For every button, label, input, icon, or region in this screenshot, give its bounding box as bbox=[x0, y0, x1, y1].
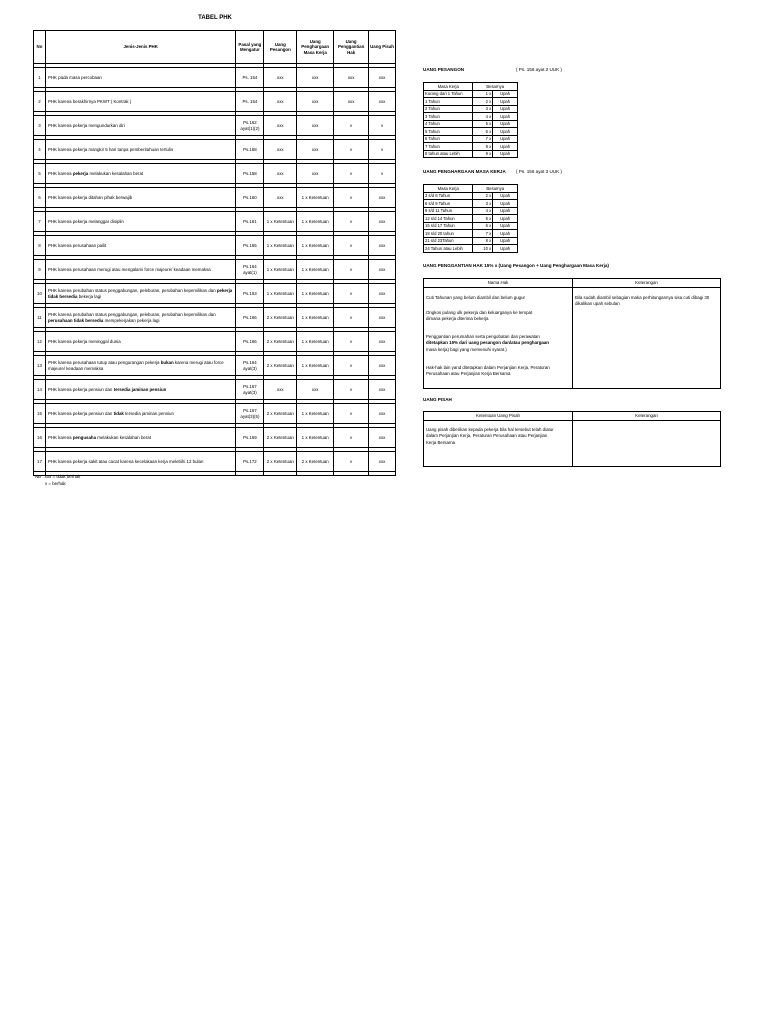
table-row bbox=[34, 380, 396, 400]
row-penghargaan: xxx bbox=[297, 92, 334, 112]
penggantian-box bbox=[423, 278, 721, 389]
row-jenis: PHK karena pekerja pensiun dan tersedia jaminan pensiun bbox=[45, 380, 236, 400]
hak-item: Hak-hak lain yand ditetapkan dalam Perjanjian Kerja, Peraturan Perusahaan atau Perjanjian Kerja Bersama bbox=[426, 365, 550, 377]
hak-item: Ongkos pulang ulk pekerja dan keluarganya ke tempat dimana pekerja diterima bekerja bbox=[426, 310, 533, 322]
page-title: TABEL PHK bbox=[198, 15, 232, 21]
row-pasal: Ps.169 bbox=[236, 428, 264, 448]
upah-cell: Upah bbox=[493, 135, 518, 143]
table-row bbox=[34, 236, 396, 256]
row-pesangon: 2 x Ketentuan bbox=[264, 452, 297, 472]
row-pisah: xxx bbox=[369, 308, 396, 328]
pesangon-title: UANG PESANGON bbox=[423, 67, 465, 72]
table-row bbox=[34, 260, 396, 280]
list-item bbox=[424, 128, 518, 136]
masa-cell: 7 Tahun bbox=[424, 143, 473, 151]
hak-item: Penggantian perumahan serta pengobatan dan perawatan ditetapkan 15% dari uang pesangon dan/atau penghargaan masa kerja) bagi yang memenuhi syarat.) bbox=[426, 334, 549, 352]
row-penghargaan: xxx bbox=[297, 68, 334, 88]
row-no: 9 bbox=[34, 260, 46, 280]
multiplier-cell: 9 x bbox=[473, 150, 493, 158]
row-penghargaan: 1 x Ketentuan bbox=[297, 260, 334, 280]
row-pesangon: xxx bbox=[264, 188, 297, 208]
table-row bbox=[34, 356, 396, 376]
note-line: v = berhak bbox=[45, 480, 66, 486]
row-penghargaan: 1 x Ketentuan bbox=[297, 356, 334, 376]
row-penggantian: v bbox=[334, 308, 369, 328]
row-jenis: PHK karena pengusaha melakukan kesalahan berat bbox=[45, 428, 236, 448]
row-pesangon: 2 x Ketentuan bbox=[264, 332, 297, 352]
masa-cell: 18 s/d 20 tahun bbox=[424, 230, 473, 238]
upah-cell: Upah bbox=[493, 237, 518, 245]
row-penghargaan: 1 x Ketentuan bbox=[297, 188, 334, 208]
row-penghargaan: 1 x Ketentuan bbox=[297, 308, 334, 328]
row-jenis: PHK pada masa percobaan bbox=[45, 68, 236, 88]
row-penggantian: xxx bbox=[334, 68, 369, 88]
upah-cell: Upah bbox=[493, 150, 518, 158]
list-item bbox=[424, 200, 518, 208]
table-row bbox=[34, 428, 396, 448]
list-item bbox=[424, 90, 518, 98]
row-pisah: v bbox=[369, 164, 396, 184]
row-pisah: v bbox=[369, 140, 396, 160]
row-no: 6 bbox=[34, 188, 46, 208]
row-pisah: xxx bbox=[369, 380, 396, 400]
row-no: 2 bbox=[34, 92, 46, 112]
table-row bbox=[34, 332, 396, 352]
row-no: 13 bbox=[34, 356, 46, 376]
row-pisah: xxx bbox=[369, 428, 396, 448]
table-row bbox=[34, 140, 396, 160]
row-penggantian: v bbox=[334, 404, 369, 424]
row-pesangon: 1 x Ketentuan bbox=[264, 260, 297, 280]
row-pisah: xxx bbox=[369, 332, 396, 352]
list-item bbox=[424, 222, 518, 230]
multiplier-cell: 8 x bbox=[473, 143, 493, 151]
row-pesangon: xxx bbox=[264, 140, 297, 160]
multiplier-cell: 6 x bbox=[473, 222, 493, 230]
table-row bbox=[34, 404, 396, 424]
pisah-col-ket: Keterangan bbox=[635, 413, 658, 418]
upah-cell: Upah bbox=[493, 207, 518, 215]
row-jenis: PHK karena pekerja pensiun dan tidak tersedia jaminan pensiun bbox=[45, 404, 236, 424]
row-pisah: xxx bbox=[369, 236, 396, 256]
masa-cell: 6 s/d 9 Tahun bbox=[424, 200, 473, 208]
upah-cell: Upah bbox=[493, 215, 518, 223]
row-no: 4 bbox=[34, 140, 46, 160]
row-penghargaan: 1 x Ketentuan bbox=[297, 284, 334, 304]
row-penghargaan: xxx bbox=[297, 164, 334, 184]
row-no: 17 bbox=[34, 452, 46, 472]
masa-cell: 21 s/d 23Tahun bbox=[424, 237, 473, 245]
header-penghargaan: Uang Penghargaan Masa Kerja bbox=[297, 31, 334, 64]
row-penghargaan: xxx bbox=[297, 140, 334, 160]
row-pasal: Ps.166 bbox=[236, 308, 264, 328]
masa-cell: 3 s/d 6 Tahun bbox=[424, 192, 473, 200]
masa-cell: Kurang dari 1 Tahun bbox=[424, 90, 473, 98]
upah-cell: Upah bbox=[493, 200, 518, 208]
table-row bbox=[34, 68, 396, 88]
penggantian-col-ket: Keterangan bbox=[635, 280, 658, 285]
masa-cell: 2 Tahun bbox=[424, 105, 473, 113]
upah-cell: Upah bbox=[493, 245, 518, 253]
row-no: 10 bbox=[34, 284, 46, 304]
row-pisah: xxx bbox=[369, 68, 396, 88]
upah-cell: Upah bbox=[493, 222, 518, 230]
table-row bbox=[34, 308, 396, 328]
row-jenis: PHK karena perusahaan tutup atau pengurangan pekerja bukan karena merugi atau force majeure/ keadaan memaksa bbox=[45, 356, 236, 376]
penggantian-title: UANG PENGGANTIAN HAK 15% x (Uang Pesangon + Uang Penghargaan Masa Kerja) bbox=[423, 263, 609, 268]
row-pasal: Ps.168 bbox=[236, 140, 264, 160]
row-penggantian: v bbox=[334, 116, 369, 136]
table-header-row bbox=[34, 31, 396, 64]
row-penggantian: v bbox=[334, 452, 369, 472]
row-jenis: PHK karena pekerja sakit atau cacat karena kecelakaan kerja melebihi 12 bulan bbox=[45, 452, 236, 472]
list-item bbox=[424, 150, 518, 158]
upah-cell: Upah bbox=[493, 128, 518, 136]
row-pesangon: 2 x Ketentuan bbox=[264, 404, 297, 424]
row-pasal: Ps. 154 bbox=[236, 92, 264, 112]
pesangon-col-masa: Masa Kerja bbox=[424, 83, 473, 91]
table-row bbox=[34, 188, 396, 208]
penggantian-col-nama: Nama Hak bbox=[487, 280, 509, 285]
row-pesangon: 1 x Ketentuan bbox=[264, 236, 297, 256]
multiplier-cell: 4 x bbox=[473, 207, 493, 215]
penghargaan-col-masa: Masa Kerja bbox=[424, 185, 473, 193]
row-pasal: Ps.164 ayat(3) bbox=[236, 356, 264, 376]
row-jenis: PHK karena perusahaan merugi atau mengalami force majeure/ keadaan memaksa bbox=[45, 260, 236, 280]
row-pasal: Ps.161 bbox=[236, 212, 264, 232]
masa-cell: 4 Tahun bbox=[424, 120, 473, 128]
masa-cell: 24 Tahun atau Lebih bbox=[424, 245, 473, 253]
masa-cell: 3 Tahun bbox=[424, 113, 473, 121]
row-penggantian: v bbox=[334, 332, 369, 352]
row-penghargaan: 1 x Ketentuan bbox=[297, 332, 334, 352]
upah-cell: Upah bbox=[493, 98, 518, 106]
table-row bbox=[34, 164, 396, 184]
list-item bbox=[424, 245, 518, 253]
row-pesangon: 1 x Ketentuan bbox=[264, 212, 297, 232]
pisah-text: Uang pisah diberikan kepada pekerja bila hal tersebut telah diatur dalam Perjanjian Kerja, Peraturan Perusahaan atau Perjanjian Kerja Bersama bbox=[426, 427, 554, 445]
row-pisah: xxx bbox=[369, 188, 396, 208]
multiplier-cell: 8 x bbox=[473, 237, 493, 245]
row-pasal: Ps.167 ayat(3) bbox=[236, 380, 264, 400]
row-pasal: Ps. 154 bbox=[236, 68, 264, 88]
row-pisah: xxx bbox=[369, 212, 396, 232]
row-pasal: Ps.160 bbox=[236, 188, 264, 208]
list-item bbox=[424, 120, 518, 128]
table-row bbox=[34, 284, 396, 304]
row-penghargaan: 1 x Ketentuan bbox=[297, 428, 334, 448]
row-penggantian: xxx bbox=[334, 92, 369, 112]
row-pesangon: xxx bbox=[264, 164, 297, 184]
row-no: 12 bbox=[34, 332, 46, 352]
upah-cell: Upah bbox=[493, 192, 518, 200]
upah-cell: Upah bbox=[493, 120, 518, 128]
header-pisah: Uang Pisah bbox=[369, 31, 396, 64]
phk-table bbox=[33, 30, 396, 476]
row-jenis: PHK karena pekerja melanggar disiplin bbox=[45, 212, 236, 232]
list-item bbox=[424, 143, 518, 151]
multiplier-cell: 10 x bbox=[473, 245, 493, 253]
upah-cell: Upah bbox=[493, 143, 518, 151]
header-no: No bbox=[34, 31, 46, 64]
row-pisah: xxx bbox=[369, 404, 396, 424]
table-row bbox=[34, 92, 396, 112]
list-item bbox=[424, 105, 518, 113]
row-penghargaan: 1 x Ketentuan bbox=[297, 212, 334, 232]
multiplier-cell: 5 x bbox=[473, 215, 493, 223]
row-pesangon: 2 x Ketentuan bbox=[264, 356, 297, 376]
row-pasal: Ps.166 bbox=[236, 332, 264, 352]
header-penggantian: Uang Penggantian Hak bbox=[334, 31, 369, 64]
penghargaan-table bbox=[423, 184, 518, 253]
row-penggantian: v bbox=[334, 212, 369, 232]
pesangon-ref: ( Ps. 156 ayat 2 UUK ) bbox=[516, 67, 562, 72]
row-pasal: Ps.164 ayat(1) bbox=[236, 260, 264, 280]
multiplier-cell: 2 x bbox=[473, 192, 493, 200]
row-no: 16 bbox=[34, 428, 46, 448]
penghargaan-ref: ( Ps. 156 ayat 3 UUK ) bbox=[516, 169, 562, 174]
row-no: 8 bbox=[34, 236, 46, 256]
list-item bbox=[424, 215, 518, 223]
multiplier-cell: 7 x bbox=[473, 230, 493, 238]
multiplier-cell: 7 x bbox=[473, 135, 493, 143]
row-jenis: PHK karena perubahan status penggabungan, peleburan, perubahan kepemilikan dan perusahaan tidak bersedia mempekerjakan pekerja lagi bbox=[45, 308, 236, 328]
pisah-title: UANG PISAH bbox=[423, 397, 452, 402]
row-jenis: PHK karena pekerja mangkir 5 hari tanpa pemberitahuan tertulis bbox=[45, 140, 236, 160]
row-pesangon: xxx bbox=[264, 92, 297, 112]
multiplier-cell: 5 x bbox=[473, 120, 493, 128]
row-pisah: xxx bbox=[369, 260, 396, 280]
table-row bbox=[34, 212, 396, 232]
row-no: 11 bbox=[34, 308, 46, 328]
pisah-box bbox=[423, 411, 721, 467]
row-jenis: PHK karena perusahaan pailit bbox=[45, 236, 236, 256]
row-pasal: Ps.163 bbox=[236, 284, 264, 304]
row-penghargaan: xxx bbox=[297, 380, 334, 400]
hak-item: Cuti Tahunan yang belum diambil dan belum gugur bbox=[426, 295, 526, 300]
penghargaan-col-besar: Besarnya bbox=[473, 185, 518, 193]
multiplier-cell: 2 x bbox=[473, 98, 493, 106]
row-pasal: Ps.158 bbox=[236, 164, 264, 184]
row-pesangon: xxx bbox=[264, 68, 297, 88]
row-pesangon: 2 x Ketentuan bbox=[264, 308, 297, 328]
row-penggantian: v bbox=[334, 284, 369, 304]
list-item bbox=[424, 230, 518, 238]
masa-cell: 12 s/d 14 Tahun bbox=[424, 215, 473, 223]
penggantian-keterangan: Bila sudah diambil sebagian maka perhitungannya sisa cuti dibagi 30 dikalikan upah sebulan bbox=[575, 295, 710, 307]
pesangon-col-besar: Besarnya bbox=[473, 83, 518, 91]
table-row bbox=[34, 116, 396, 136]
multiplier-cell: 6 x bbox=[473, 128, 493, 136]
row-no: 14 bbox=[34, 380, 46, 400]
masa-cell: 5 Tahun bbox=[424, 128, 473, 136]
pisah-col-ketentuan: Ketentuan Uang Pisah bbox=[476, 413, 520, 418]
multiplier-cell: 3 x bbox=[473, 105, 493, 113]
row-pasal: Ps.172 bbox=[236, 452, 264, 472]
row-no: 3 bbox=[34, 116, 46, 136]
penghargaan-title: UANG PENGHARGAAN MASA KERJA bbox=[423, 169, 506, 174]
row-jenis: PHK karena berakhirnya PKWT ( Kontrak ) bbox=[45, 92, 236, 112]
masa-cell: 8 tahun atau Lebih bbox=[424, 150, 473, 158]
upah-cell: Upah bbox=[493, 113, 518, 121]
upah-cell: Upah bbox=[493, 90, 518, 98]
list-item bbox=[424, 192, 518, 200]
row-penggantian: v bbox=[334, 140, 369, 160]
masa-cell: 9 s/d 11 Tahun bbox=[424, 207, 473, 215]
list-item bbox=[424, 98, 518, 106]
notes bbox=[35, 474, 80, 487]
multiplier-cell: 4 x bbox=[473, 113, 493, 121]
header-pesangon: Uang Pesangon bbox=[264, 31, 297, 64]
row-jenis: PHK karena pekerja ditahan pihak berwajib bbox=[45, 188, 236, 208]
list-item bbox=[424, 207, 518, 215]
row-pisah: xxx bbox=[369, 452, 396, 472]
upah-cell: Upah bbox=[493, 230, 518, 238]
row-penggantian: v bbox=[334, 380, 369, 400]
header-pasal: Pasal yang Mengatur bbox=[236, 31, 264, 64]
row-pesangon: 2 x Ketentuan bbox=[264, 428, 297, 448]
list-item bbox=[424, 113, 518, 121]
row-penggantian: v bbox=[334, 236, 369, 256]
pesangon-table bbox=[423, 82, 518, 158]
masa-cell: 15 s/d 17 Tahun bbox=[424, 222, 473, 230]
row-pisah: xxx bbox=[369, 92, 396, 112]
row-pesangon: 1 x Ketentuan bbox=[264, 284, 297, 304]
row-penggantian: v bbox=[334, 428, 369, 448]
row-no: 5 bbox=[34, 164, 46, 184]
row-no: 7 bbox=[34, 212, 46, 232]
list-item bbox=[424, 237, 518, 245]
row-penghargaan: 1 x Ketentuan bbox=[297, 236, 334, 256]
row-pisah: v bbox=[369, 116, 396, 136]
row-penghargaan: xxx bbox=[297, 116, 334, 136]
row-pisah: xxx bbox=[369, 284, 396, 304]
header-jenis: Jenis-Jenis PHK bbox=[45, 31, 236, 64]
row-penggantian: v bbox=[334, 260, 369, 280]
table-row bbox=[34, 452, 396, 472]
row-penggantian: v bbox=[334, 164, 369, 184]
masa-cell: 6 Tahun bbox=[424, 135, 473, 143]
row-pisah: xxx bbox=[369, 356, 396, 376]
row-penggantian: v bbox=[334, 188, 369, 208]
row-jenis: PHK karena pekerja mengundurkan diri bbox=[45, 116, 236, 136]
masa-cell: 1 Tahun bbox=[424, 98, 473, 106]
row-pasal: Ps.165 bbox=[236, 236, 264, 256]
note-line: NB : xxx = tidak berhak bbox=[35, 474, 81, 479]
row-jenis: PHK karena perubahan status penggabungan, peleburan, perubahan kepemilikan dan pekerja tidak bersedia bekerja lagi bbox=[45, 284, 236, 304]
row-penghargaan: 2 x Ketentuan bbox=[297, 452, 334, 472]
row-no: 1 bbox=[34, 68, 46, 88]
row-pesangon: xxx bbox=[264, 116, 297, 136]
multiplier-cell: 1 x bbox=[473, 90, 493, 98]
row-penggantian: v bbox=[334, 356, 369, 376]
row-pasal: Ps.167 ayat(3)(5) bbox=[236, 404, 264, 424]
upah-cell: Upah bbox=[493, 105, 518, 113]
row-pesangon: xxx bbox=[264, 380, 297, 400]
row-jenis: PHK karena pekerja melakukan kesalahan berat bbox=[45, 164, 236, 184]
list-item bbox=[424, 135, 518, 143]
row-penghargaan: 1 x Ketentuan bbox=[297, 404, 334, 424]
row-pasal: Ps.162 ayat(1)(2) bbox=[236, 116, 264, 136]
row-no: 15 bbox=[34, 404, 46, 424]
multiplier-cell: 3 x bbox=[473, 200, 493, 208]
row-jenis: PHK karena pekerja meninggal dunia bbox=[45, 332, 236, 352]
